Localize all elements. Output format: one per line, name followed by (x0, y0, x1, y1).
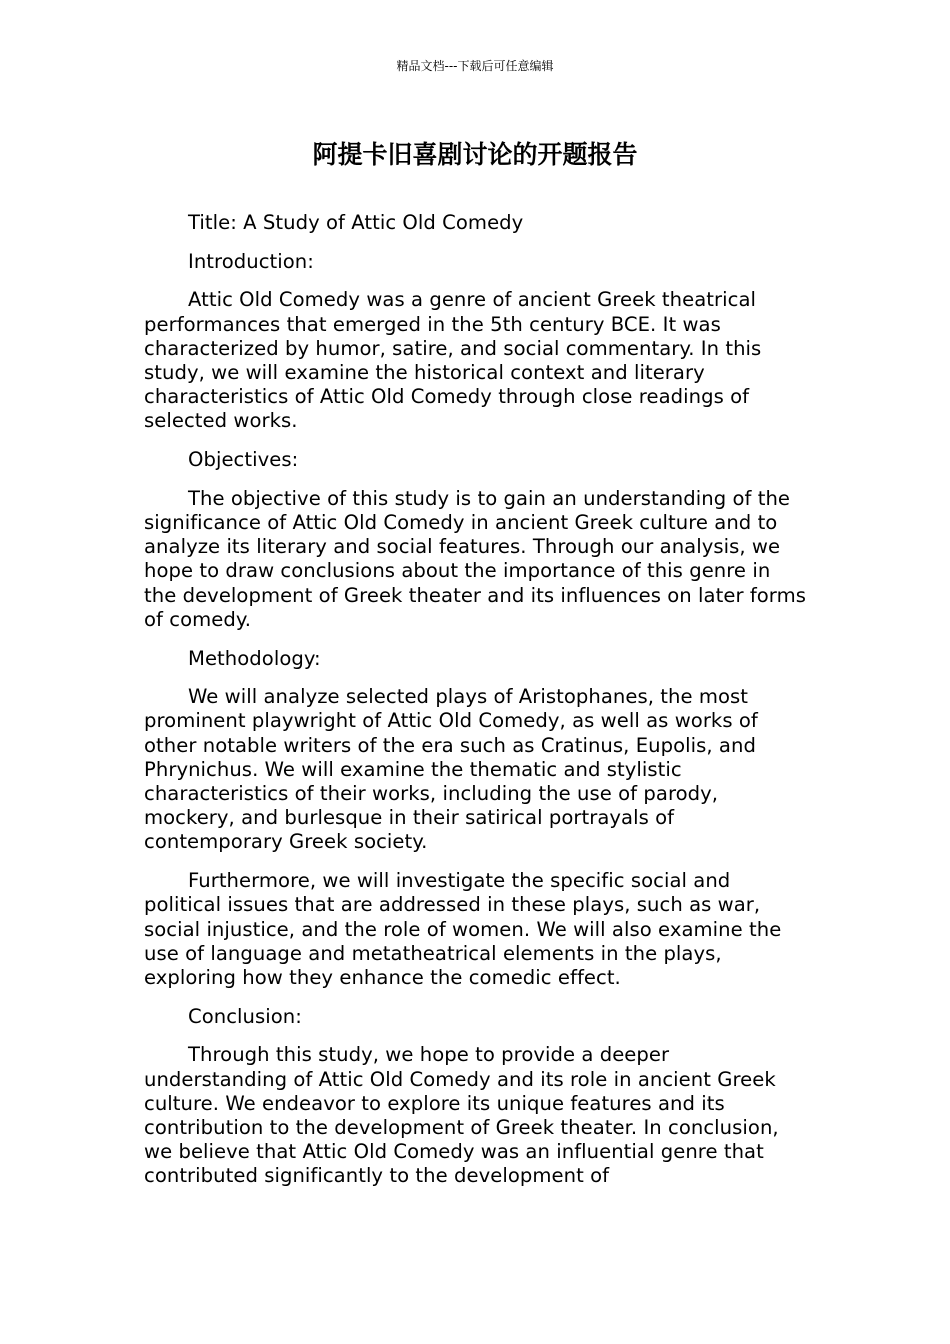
header-note: 精品文档---下载后可任意编辑 (396, 59, 554, 73)
paragraph-methodology: We will analyze selected plays of Aristophanes, the most prominent playwright of Attic Old Comedy, as well as works of other notable writers of the era such as Cratinus, Eupolis, and Phrynichus. We will examine the thematic and stylistic characteristics of their works, including the use of parody, mockery, and burlesque in their satirical portrayals of contemporary Greek society. (144, 685, 758, 854)
heading-conclusion: Conclusion: (188, 1004, 302, 1028)
paragraph-title-line: Title: A Study of Attic Old Comedy (188, 211, 524, 234)
paragraph-introduction: Attic Old Comedy was a genre of ancient Greek theatrical performances that emerged in the 5th century BCE. It was characterized by humor, satire, and social commentary. In this study, we will examine the historical context and literary characteristics of Attic Old Comedy through close readings of selected works. (144, 288, 762, 433)
document-body (144, 211, 808, 1203)
document-title: 阿提卡旧喜剧讨论的开题报告 (312, 140, 638, 169)
paragraph-methodology-continued: Furthermore, we will investigate the specific social and political issues that are addressed in these plays, such as war, social injustice, and the role of women. We will also examine the use of language and metatheatrical elements in the plays, exploring how they enhance the comedic effect. (144, 869, 782, 989)
heading-objectives: Objectives: (188, 448, 299, 472)
paragraph-conclusion: Through this study, we hope to provide a deeper understanding of Attic Old Comedy and its role in ancient Greek culture. We endeavor to explore its unique features and its contribution to the development of Greek theater. In conclusion, we believe that Attic Old Comedy was an influential genre that contributed significantly to the development of (144, 1043, 779, 1188)
heading-methodology: Methodology: (188, 646, 321, 670)
paragraph-objectives: The objective of this study is to gain an understanding of the significance of Attic Old Comedy in ancient Greek culture and to analyze its literary and social features. Through our analysis, we hope to draw conclusions about the importance of this genre in the development of Greek theater and its influences on later forms of comedy. (144, 486, 806, 631)
heading-introduction: Introduction: (188, 249, 314, 273)
